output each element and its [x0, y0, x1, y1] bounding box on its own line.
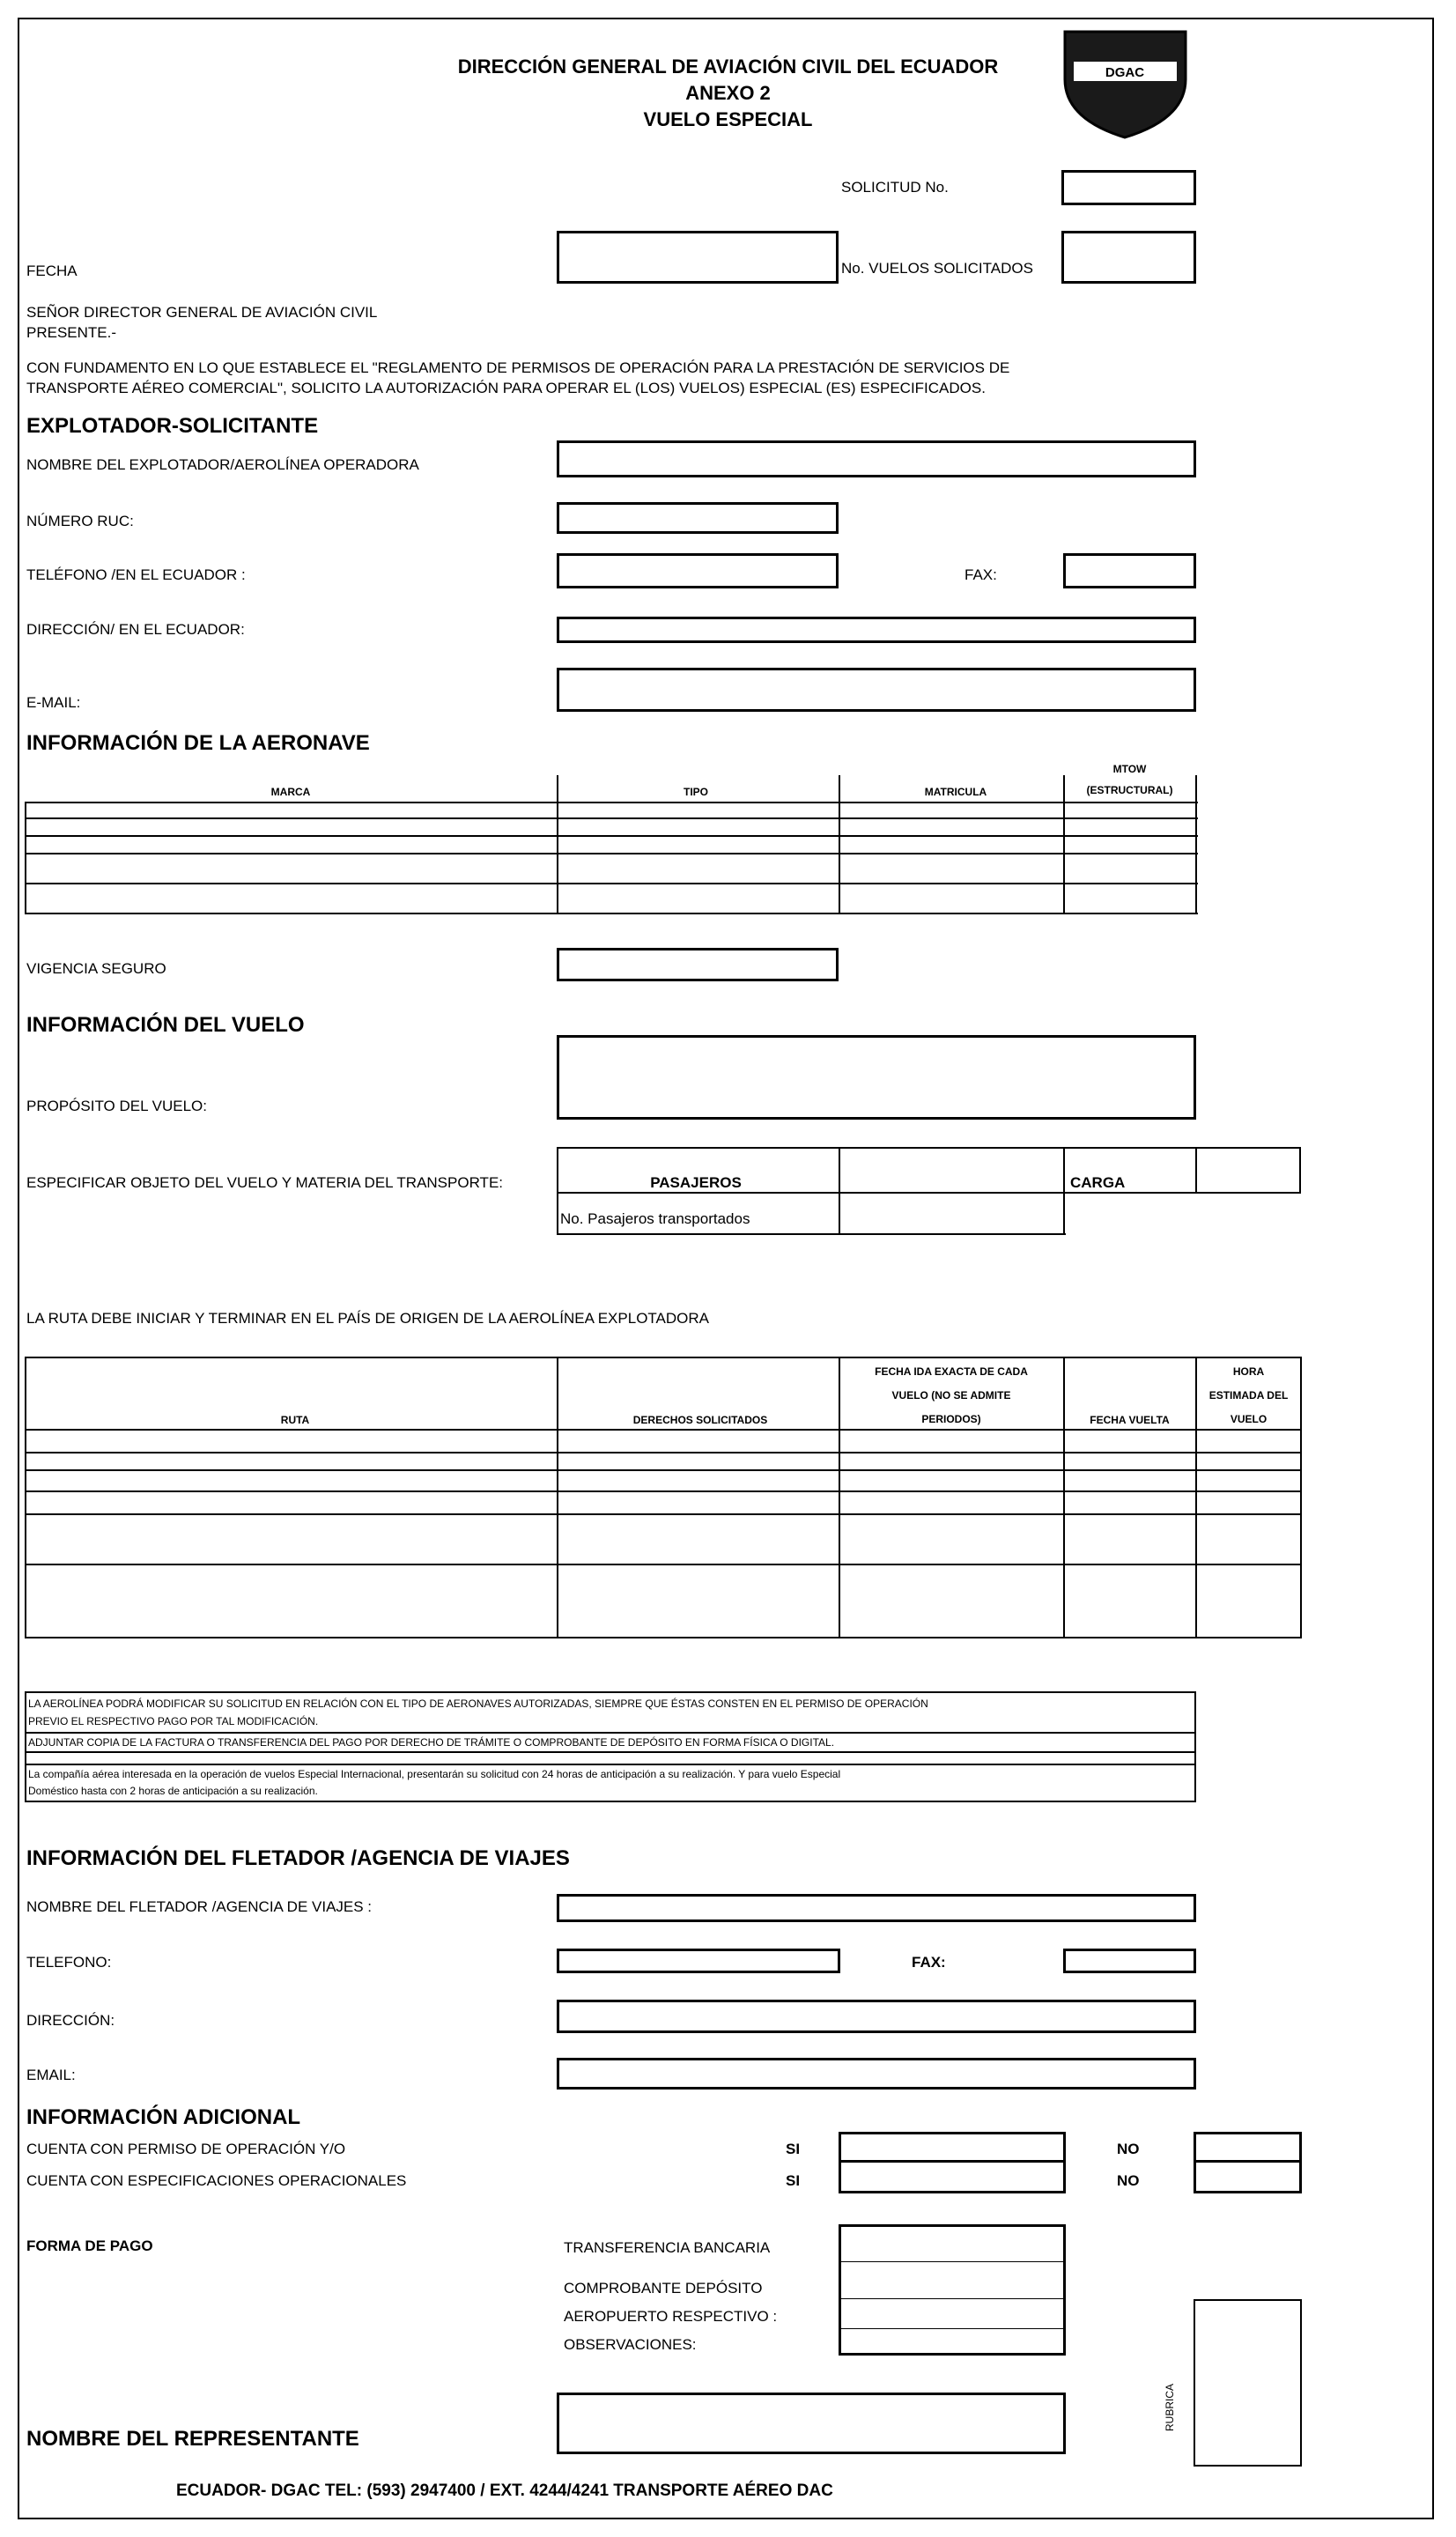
note-anticipacion-2: Doméstico hasta con 2 horas de anticipación a su realización.: [28, 1785, 318, 1797]
pasajeros-field[interactable]: [841, 1150, 1061, 1191]
especificaciones-label: CUENTA CON ESPECIFICACIONES OPERACIONALES: [26, 2172, 407, 2189]
email-explotador-field[interactable]: [557, 668, 1196, 712]
fletador-heading: INFORMACIÓN DEL FLETADOR /AGENCIA DE VIAJES: [26, 1846, 570, 1870]
especificaciones-si-label: SI: [786, 2172, 801, 2189]
telefono-explotador-label: TELÉFONO /EN EL ECUADOR :: [26, 566, 246, 583]
fecha-field[interactable]: [557, 231, 839, 284]
carga-field[interactable]: [1198, 1150, 1298, 1191]
intro-presente: PRESENTE.-: [26, 324, 117, 341]
aeronave-col-mtow-estructural: (ESTRUCTURAL): [1086, 784, 1173, 796]
solicitud-field[interactable]: [1061, 170, 1196, 205]
aeronave-heading: INFORMACIÓN DE LA AERONAVE: [26, 731, 370, 755]
ruta-col-hora-2: ESTIMADA DEL: [1208, 1389, 1289, 1402]
especificaciones-no-label: NO: [1117, 2172, 1140, 2189]
note-modificar-2: PREVIO EL RESPECTIVO PAGO POR TAL MODIFICACIÓN.: [28, 1715, 319, 1727]
direccion-fletador-label: DIRECCIÓN:: [26, 2012, 115, 2029]
dgac-shield-logo: [1061, 26, 1189, 141]
representante-field[interactable]: [557, 2393, 1066, 2454]
aeronave-col-tipo: TIPO: [683, 786, 708, 798]
fecha-label: FECHA: [26, 263, 78, 279]
ruta-col-fecha-ida: FECHA IDA EXACTA DE CADA: [875, 1365, 1028, 1378]
aeronave-col-marca: MARCA: [270, 786, 311, 798]
rubrica-label: RUBRICA: [1164, 2383, 1176, 2431]
especificaciones-si-field[interactable]: [839, 2163, 1066, 2193]
vigencia-seguro-field[interactable]: [557, 948, 839, 981]
telefono-fletador-label: TELEFONO:: [26, 1954, 112, 1971]
adicional-heading: INFORMACIÓN ADICIONAL: [26, 2105, 301, 2129]
nombre-explotador-label: NOMBRE DEL EXPLOTADOR/AEROLÍNEA OPERADORA: [26, 456, 419, 473]
ruta-col-hora-3: VUELO: [1230, 1413, 1268, 1425]
form-subtitle: VUELO ESPECIAL: [643, 108, 813, 130]
vuelo-heading: INFORMACIÓN DEL VUELO: [26, 1013, 305, 1037]
email-explotador-label: E-MAIL:: [26, 694, 81, 711]
aeronave-col-matricula: MATRICULA: [924, 786, 987, 798]
fax-fletador-label: FAX:: [912, 1954, 946, 1971]
representante-label: NOMBRE DEL REPRESENTANTE: [26, 2427, 359, 2451]
carga-label: CARGA: [1070, 1174, 1126, 1191]
intro-fundamento: CON FUNDAMENTO EN LO QUE ESTABLECE EL "REGLAMENTO DE PERMISOS DE OPERACIÓN PARA LA PRESTACIÓN DE SERVICIOS DE: [26, 359, 1010, 376]
svg-text:DGAC: DGAC: [1105, 65, 1145, 80]
note-anticipacion: La compañía aérea interesada en la operación de vuelos Especial Internacional, presentarán su solicitud con 24 horas de anticipación a su realización. Y para vuelo Especial: [28, 1768, 841, 1780]
comprobante-field[interactable]: [839, 2262, 1066, 2301]
permiso-operacion-label: CUENTA CON PERMISO DE OPERACIÓN Y/O: [26, 2141, 346, 2157]
intro-solicito: TRANSPORTE AÉREO COMERCIAL", SOLICITO LA AUTORIZACIÓN PARA OPERAR EL (LOS) VUELOS) ESPECIAL (ES) ESPECIFICADOS.: [26, 380, 986, 396]
comprobante-label: COMPROBANTE DEPÓSITO: [564, 2280, 763, 2297]
objeto-vuelo-label: ESPECIFICAR OBJETO DEL VUELO Y MATERIA DEL TRANSPORTE:: [26, 1174, 504, 1191]
observaciones-field[interactable]: [839, 2329, 1066, 2356]
ruta-col-fecha-vuelta: FECHA VUELTA: [1090, 1414, 1170, 1426]
footer-contact: ECUADOR- DGAC TEL: (593) 2947400 / EXT. 4244/4241 TRANSPORTE AÉREO DAC: [176, 2482, 833, 2500]
permiso-no-label: NO: [1117, 2141, 1140, 2157]
pasajeros-label: PASAJEROS: [650, 1174, 742, 1191]
no-pasajeros-label: No. Pasajeros transportados: [560, 1210, 750, 1227]
no-pasajeros-field[interactable]: [841, 1195, 1061, 1232]
aeropuerto-field[interactable]: [839, 2299, 1066, 2331]
direccion-fletador-field[interactable]: [557, 2000, 1196, 2033]
form-title: DIRECCIÓN GENERAL DE AVIACIÓN CIVIL DEL ECUADOR: [457, 55, 999, 78]
especificaciones-no-field[interactable]: [1194, 2163, 1302, 2193]
ruc-label: NÚMERO RUC:: [26, 513, 134, 529]
solicitud-label: SOLICITUD No.: [841, 179, 949, 196]
telefono-fletador-field[interactable]: [557, 1949, 840, 1973]
forma-pago-label: FORMA DE PAGO: [26, 2237, 153, 2254]
vigencia-seguro-label: VIGENCIA SEGURO: [26, 960, 166, 977]
transferencia-field[interactable]: [839, 2224, 1066, 2264]
fax-explotador-field[interactable]: [1063, 553, 1196, 588]
ruta-col-ruta: RUTA: [280, 1414, 310, 1426]
direccion-explotador-field[interactable]: [557, 617, 1196, 643]
ruc-field[interactable]: [557, 502, 839, 534]
proposito-label: PROPÓSITO DEL VUELO:: [26, 1098, 208, 1114]
observaciones-label: OBSERVACIONES:: [564, 2336, 697, 2353]
ruta-col-hora: HORA: [1232, 1365, 1265, 1378]
permiso-no-field[interactable]: [1194, 2132, 1302, 2163]
note-modificar: LA AEROLÍNEA PODRÁ MODIFICAR SU SOLICITUD EN RELACIÓN CON EL TIPO DE AERONAVES AUTORIZADAS, SIEMPRE QUE ÉSTAS CONSTEN EN EL PERMISO DE OPERACIÓN: [28, 1697, 928, 1710]
proposito-field[interactable]: [557, 1035, 1196, 1120]
permiso-si-field[interactable]: [839, 2132, 1066, 2163]
permiso-si-label: SI: [786, 2141, 801, 2157]
aeropuerto-label: AEROPUERTO RESPECTIVO :: [564, 2308, 778, 2325]
ruta-col-derechos: DERECHOS SOLICITADOS: [632, 1414, 768, 1426]
nombre-fletador-field[interactable]: [557, 1894, 1196, 1922]
note-adjuntar: ADJUNTAR COPIA DE LA FACTURA O TRANSFERENCIA DEL PAGO POR DERECHO DE TRÁMITE O COMPROBANTE DE DEPÓSITO EN FORMA FÍSICA O DIGITAL.: [28, 1736, 835, 1749]
aeronave-col-mtow: MTOW: [1112, 763, 1147, 775]
nombre-fletador-label: NOMBRE DEL FLETADOR /AGENCIA DE VIAJES :: [26, 1898, 373, 1915]
direccion-explotador-label: DIRECCIÓN/ EN EL ECUADOR:: [26, 621, 245, 638]
vuelos-solicitados-label: No. VUELOS SOLICITADOS: [841, 260, 1033, 277]
vuelos-solicitados-field[interactable]: [1061, 231, 1196, 284]
ruta-col-fecha-ida-3: PERIODOS): [921, 1413, 981, 1425]
intro-director: SEÑOR DIRECTOR GENERAL DE AVIACIÓN CIVIL: [26, 304, 378, 321]
ruta-note: LA RUTA DEBE INICIAR Y TERMINAR EN EL PAÍS DE ORIGEN DE LA AEROLÍNEA EXPLOTADORA: [26, 1310, 709, 1327]
fax-fletador-field[interactable]: [1063, 1949, 1196, 1973]
fax-explotador-label: FAX:: [965, 566, 997, 583]
form-annex: ANEXO 2: [685, 82, 771, 104]
ruta-col-fecha-ida-2: VUELO (NO SE ADMITE: [891, 1389, 1011, 1402]
email-fletador-field[interactable]: [557, 2058, 1196, 2090]
transferencia-label: TRANSFERENCIA BANCARIA: [564, 2239, 771, 2256]
email-fletador-label: EMAIL:: [26, 2067, 76, 2083]
explotador-heading: EXPLOTADOR-SOLICITANTE: [26, 414, 319, 438]
telefono-explotador-field[interactable]: [557, 553, 839, 588]
rubrica-field[interactable]: [1194, 2299, 1302, 2467]
nombre-explotador-field[interactable]: [557, 440, 1196, 477]
